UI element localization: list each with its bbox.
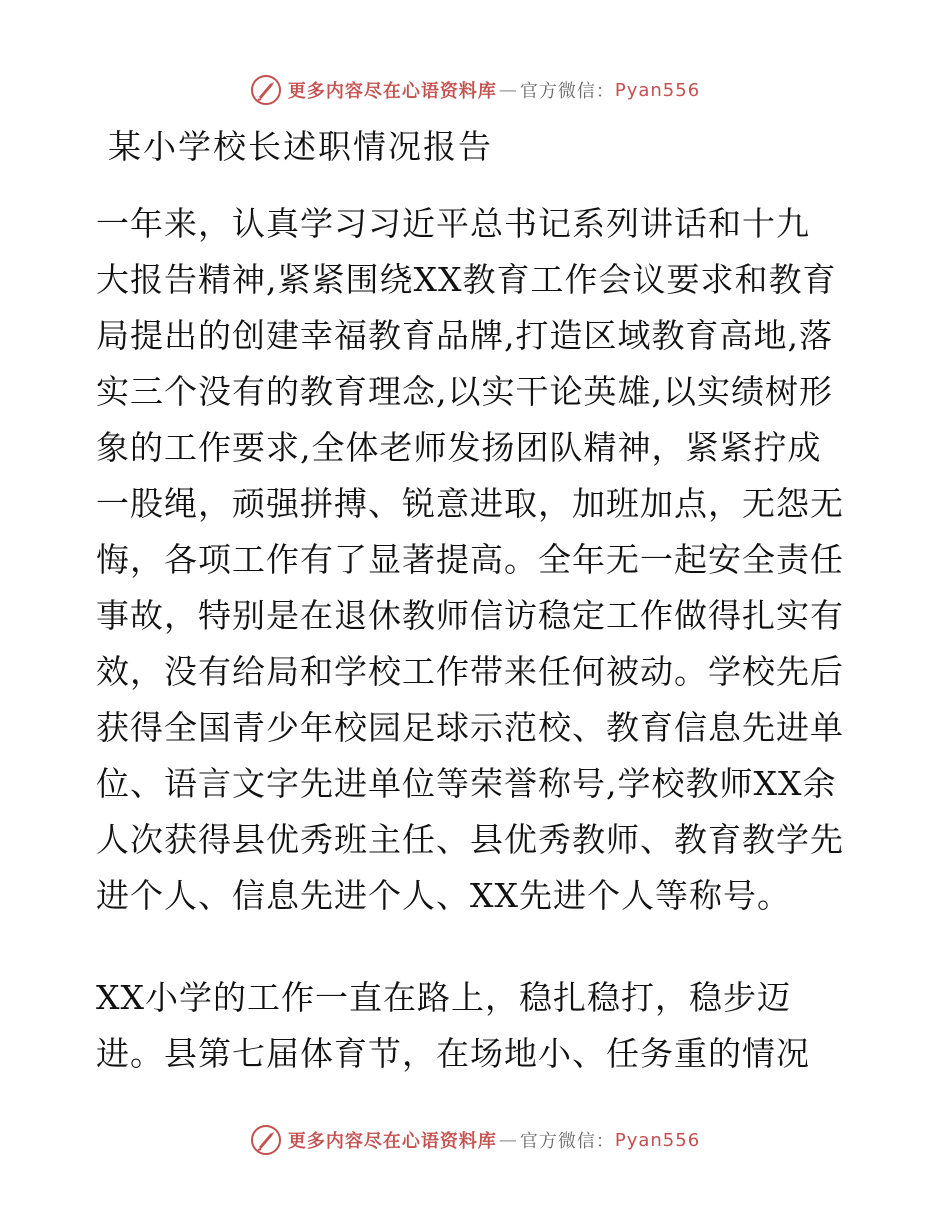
paragraph-1 (96, 196, 856, 924)
watermark-wechat-id: Pyan556 (614, 1129, 701, 1151)
paragraph-line: 人次获得县优秀班主任、县优秀教师、教育教学先 (96, 820, 844, 859)
watermark-banner-bottom (0, 1120, 950, 1160)
quill-pen-icon (250, 1124, 282, 1156)
quill-pen-icon (250, 74, 282, 106)
watermark-brand: 更多内容尽在心语资料库 (287, 81, 497, 102)
paragraph-line: 获得全国青少年校园足球示范校、教育信息先进单 (96, 708, 844, 747)
watermark-wechat-label: 官方微信： (519, 81, 615, 102)
paragraph-line: 位、语言文字先进单位等荣誉称号,学校教师XX余 (96, 764, 837, 803)
paragraph-line: 象的工作要求,全体老师发扬团队精神，紧紧拧成 (96, 428, 822, 467)
paragraph-line: 悔，各项工作有了显著提高。全年无一起安全责任 (96, 540, 844, 579)
paragraph-2 (96, 970, 856, 1082)
watermark-wechat-id: Pyan556 (614, 79, 701, 101)
paragraph-line: 一股绳，顽强拼搏、锐意进取，加班加点，无怨无 (96, 484, 844, 523)
paragraph-line: 局提出的创建幸福教育品牌,打造区域教育高地,落 (96, 316, 833, 355)
paragraph-line: 进。县第七届体育节，在场地小、任务重的情况 (96, 1034, 810, 1073)
paragraph-line: 效，没有给局和学校工作带来任何被动。学校先后 (96, 652, 844, 691)
watermark-brand: 更多内容尽在心语资料库 (287, 1131, 497, 1152)
watermark-separator: — (498, 79, 518, 101)
watermark-separator: — (498, 1129, 518, 1151)
paragraph-line: XX小学的工作一直在路上，稳扎稳打，稳步迈 (96, 978, 791, 1017)
paragraph-line: 一年来，认真学习习近平总书记系列讲话和十九 (96, 204, 810, 243)
watermark-wechat-label: 官方微信： (519, 1131, 615, 1152)
paragraph-line: 进个人、信息先进个人、XX先进个人等称号。 (96, 876, 791, 915)
paragraph-line: 实三个没有的教育理念,以实干论英雄,以实绩树形 (96, 372, 833, 411)
watermark-banner-top (0, 70, 950, 110)
paragraph-line: 大报告精神,紧紧围绕XX教育工作会议要求和教育 (96, 260, 837, 299)
paragraph-line: 事故，特别是在退休教师信访稳定工作做得扎实有 (96, 596, 844, 635)
document-title: 某小学校长述职情况报告 (108, 127, 493, 166)
